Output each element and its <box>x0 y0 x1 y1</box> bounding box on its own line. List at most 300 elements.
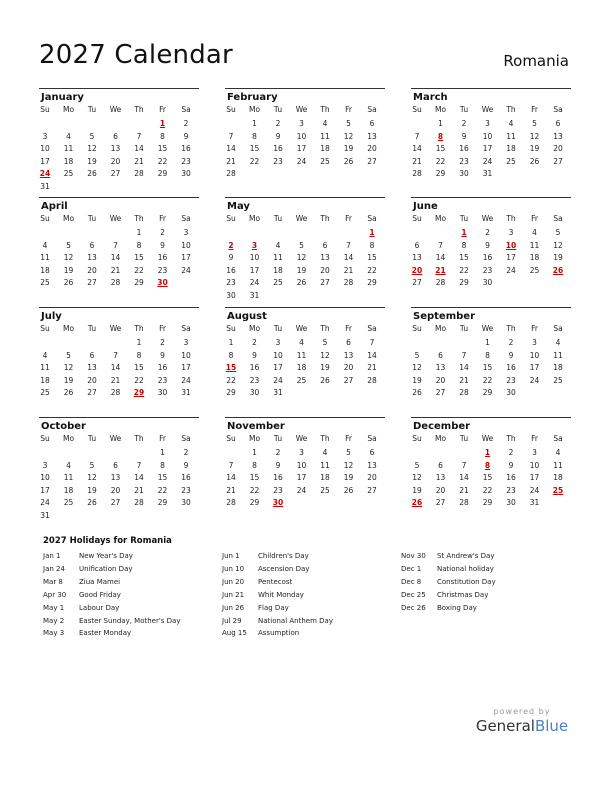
weekday-header: We <box>109 434 122 443</box>
day-cell: 30 <box>482 278 493 287</box>
weekday-header: Mo <box>434 105 447 114</box>
day-cell: 19 <box>553 253 563 262</box>
day-cell: 25 <box>320 485 330 495</box>
weekday-header: Su <box>412 324 422 333</box>
day-cell: 7 <box>438 240 443 250</box>
day-cell: 31 <box>181 388 191 397</box>
day-cell: 1 <box>136 228 142 237</box>
holiday-name: Ascension Day <box>258 564 310 573</box>
day-cell: 22 <box>226 375 236 385</box>
day-cell: 9 <box>508 350 514 360</box>
weekday-header: We <box>295 214 308 223</box>
holiday-date: Jun 10 <box>222 564 245 573</box>
day-cell: 28 <box>226 169 236 178</box>
day-cell: 9 <box>160 240 165 250</box>
weekday-header: We <box>481 434 494 443</box>
day-cell: 13 <box>367 131 377 141</box>
day-cell: 20 <box>435 375 446 385</box>
weekday-header: Su <box>412 434 422 443</box>
day-cell: 14 <box>343 253 354 262</box>
month-name: August <box>227 311 267 322</box>
day-cell: 5 <box>555 228 561 237</box>
weekday-header: Tu <box>459 105 469 114</box>
weekday-header: Fr <box>531 324 538 333</box>
day-cell: 25 <box>506 156 516 166</box>
day-cell: 22 <box>482 485 493 495</box>
day-cell: 21 <box>226 156 236 166</box>
brand-logo[interactable] <box>474 707 570 735</box>
day-cell: 5 <box>299 240 304 250</box>
day-cell: 27 <box>320 278 330 287</box>
holiday-name: Easter Sunday, Mother's Day <box>79 616 181 625</box>
day-cell: 19 <box>412 375 422 385</box>
day-cell: 20 <box>320 265 330 275</box>
day-cell: 27 <box>412 278 422 287</box>
holiday-day-cell: 26 <box>411 498 423 507</box>
weekday-header: Fr <box>531 434 538 443</box>
weekday-header: We <box>481 324 494 333</box>
holiday-name: Ziua Mamei <box>79 577 121 586</box>
day-cell: 8 <box>485 350 490 360</box>
day-cell: 25 <box>63 169 74 178</box>
day-cell: 12 <box>320 350 330 360</box>
day-cell: 18 <box>506 144 516 153</box>
day-cell: 11 <box>296 350 307 360</box>
day-cell: 28 <box>343 278 354 287</box>
day-cell: 13 <box>412 253 422 262</box>
day-cell: 31 <box>482 169 493 178</box>
holiday-day-cell: 15 <box>225 363 237 372</box>
day-cell: 12 <box>343 460 354 470</box>
day-cell: 3 <box>532 448 537 457</box>
day-cell: 11 <box>529 240 540 250</box>
day-cell: 23 <box>506 375 516 385</box>
day-cell: 29 <box>134 278 144 287</box>
day-cell: 21 <box>459 485 469 495</box>
month-divider <box>225 88 385 89</box>
day-cell: 19 <box>320 363 330 372</box>
holiday-day-cell: 30 <box>272 498 284 507</box>
weekday-header: We <box>295 324 308 333</box>
day-cell: 19 <box>343 144 354 153</box>
day-cell: 3 <box>299 119 304 128</box>
holiday-date: Aug 15 <box>222 629 247 638</box>
weekday-header: Sa <box>553 105 563 114</box>
day-cell: 27 <box>435 388 446 397</box>
day-cell: 15 <box>134 363 144 372</box>
day-cell: 5 <box>346 119 351 128</box>
day-cell: 6 <box>89 240 95 250</box>
day-cell: 27 <box>435 498 446 507</box>
weekday-header: Sa <box>181 434 191 443</box>
day-cell: 27 <box>110 169 121 178</box>
day-cell: 20 <box>87 375 97 385</box>
day-cell: 5 <box>66 350 71 360</box>
day-cell: 1 <box>160 448 165 457</box>
day-cell: 30 <box>157 388 168 397</box>
weekday-header: Tu <box>273 434 283 443</box>
day-cell: 10 <box>249 253 260 262</box>
weekday-header: Su <box>226 324 236 333</box>
holiday-day-cell: 8 <box>437 131 444 141</box>
day-cell: 18 <box>40 375 50 385</box>
day-cell: 4 <box>42 350 48 360</box>
day-cell: 25 <box>553 375 563 385</box>
holiday-day-cell: 1 <box>461 228 467 237</box>
day-cell: 18 <box>273 265 283 275</box>
weekday-header: Sa <box>181 105 191 114</box>
day-cell: 6 <box>414 240 420 250</box>
weekday-header: Su <box>40 434 50 443</box>
month-name: December <box>413 421 471 432</box>
day-cell: 27 <box>367 485 377 495</box>
weekday-header: Th <box>134 434 144 443</box>
day-cell: 24 <box>482 156 493 166</box>
day-cell: 22 <box>134 265 144 275</box>
month-divider <box>411 197 571 198</box>
day-cell: 10 <box>181 240 191 250</box>
day-cell: 18 <box>529 253 540 262</box>
day-cell: 11 <box>63 144 74 153</box>
day-cell: 29 <box>435 169 446 178</box>
weekday-header: Sa <box>367 434 377 443</box>
weekday-header: Th <box>506 105 516 114</box>
day-cell: 9 <box>275 131 281 141</box>
day-cell: 15 <box>249 473 260 482</box>
day-cell: 5 <box>414 350 420 360</box>
day-cell: 10 <box>296 460 307 470</box>
day-cell: 17 <box>181 253 191 262</box>
day-cell: 22 <box>367 265 377 275</box>
day-cell: 18 <box>63 485 74 495</box>
day-cell: 14 <box>110 363 121 372</box>
weekday-header: Sa <box>181 214 191 223</box>
weekday-header: Mo <box>248 105 261 114</box>
day-cell: 28 <box>412 169 422 178</box>
day-cell: 13 <box>87 363 97 372</box>
day-cell: 17 <box>40 485 50 495</box>
day-cell: 3 <box>508 228 514 237</box>
day-cell: 16 <box>249 363 260 372</box>
day-cell: 12 <box>343 131 354 141</box>
day-cell: 2 <box>160 338 165 347</box>
day-cell: 30 <box>506 388 516 397</box>
day-cell: 16 <box>181 144 191 153</box>
day-cell: 13 <box>367 460 377 470</box>
day-cell: 23 <box>459 156 469 166</box>
day-cell: 4 <box>66 131 71 141</box>
day-cell: 11 <box>40 363 50 372</box>
holiday-date: May 1 <box>43 603 65 612</box>
month-name: July <box>41 311 62 322</box>
weekday-header: Tu <box>87 324 97 333</box>
day-cell: 26 <box>343 485 354 495</box>
weekday-header: Tu <box>273 105 283 114</box>
holiday-day-cell: 2 <box>228 240 234 250</box>
holiday-date: Nov 30 <box>401 552 426 560</box>
day-cell: 1 <box>136 338 142 347</box>
day-cell: 19 <box>87 485 97 495</box>
day-cell: 16 <box>506 363 516 372</box>
holiday-date: Apr 30 <box>43 590 67 599</box>
holiday-name: Unification Day <box>79 564 133 573</box>
day-cell: 17 <box>529 473 540 482</box>
weekday-header: Fr <box>531 105 538 114</box>
day-cell: 14 <box>459 363 469 372</box>
day-cell: 15 <box>482 363 493 372</box>
day-cell: 24 <box>296 485 307 495</box>
day-cell: 13 <box>343 350 354 360</box>
day-cell: 12 <box>529 131 540 141</box>
day-cell: 21 <box>412 156 422 166</box>
brand-name <box>474 717 570 735</box>
day-cell: 27 <box>367 156 377 166</box>
holiday-date: Dec 26 <box>401 603 426 612</box>
day-cell: 27 <box>110 498 121 507</box>
weekday-header: Mo <box>434 214 447 223</box>
day-cell: 3 <box>485 119 490 128</box>
day-cell: 5 <box>532 119 537 128</box>
day-cell: 8 <box>461 240 467 250</box>
day-cell: 18 <box>296 363 307 372</box>
day-cell: 11 <box>273 253 283 262</box>
day-cell: 15 <box>435 144 446 153</box>
day-cell: 10 <box>273 350 283 360</box>
holiday-date: Jun 26 <box>222 603 245 612</box>
holiday-date: Jul 29 <box>222 616 242 625</box>
day-cell: 12 <box>63 253 74 262</box>
day-cell: 27 <box>87 388 97 397</box>
day-cell: 29 <box>482 388 493 397</box>
day-cell: 4 <box>508 119 514 128</box>
day-cell: 13 <box>110 473 121 482</box>
day-cell: 15 <box>157 144 168 153</box>
month-divider <box>411 88 571 89</box>
weekday-header: We <box>481 105 494 114</box>
weekday-header: Mo <box>434 324 447 333</box>
day-cell: 29 <box>157 169 168 178</box>
day-cell: 14 <box>459 473 469 482</box>
weekday-header: Th <box>134 214 144 223</box>
holiday-date: Jan 1 <box>43 552 61 560</box>
day-cell: 29 <box>482 498 493 507</box>
day-cell: 24 <box>296 156 307 166</box>
day-cell: 20 <box>367 144 377 153</box>
brand-name-blue: Blue <box>534 717 569 735</box>
day-cell: 23 <box>249 375 260 385</box>
day-cell: 24 <box>529 375 540 385</box>
day-cell: 11 <box>506 131 516 141</box>
day-cell: 24 <box>529 485 540 495</box>
day-cell: 6 <box>438 350 443 360</box>
day-cell: 24 <box>181 265 191 275</box>
day-cell: 14 <box>435 253 446 262</box>
day-cell: 19 <box>529 144 540 153</box>
day-cell: 20 <box>110 485 121 495</box>
day-cell: 29 <box>157 498 168 507</box>
day-cell: 22 <box>134 375 144 385</box>
day-cell: 30 <box>226 290 236 300</box>
weekday-header: Mo <box>62 214 75 223</box>
day-cell: 9 <box>508 460 514 470</box>
day-cell: 8 <box>136 350 142 360</box>
day-cell: 15 <box>157 473 168 482</box>
weekday-header: Th <box>506 214 516 223</box>
weekday-header: Fr <box>159 434 166 443</box>
holidays-heading: 2027 Holidays for Romania <box>43 536 172 546</box>
day-cell: 14 <box>226 473 236 482</box>
month-divider <box>39 197 199 198</box>
day-cell: 14 <box>110 253 121 262</box>
day-cell: 19 <box>412 485 422 495</box>
holiday-name: Boxing Day <box>437 603 477 612</box>
day-cell: 24 <box>273 375 283 385</box>
day-cell: 16 <box>482 253 493 262</box>
day-cell: 12 <box>553 240 563 250</box>
day-cell: 23 <box>181 156 191 166</box>
day-cell: 2 <box>275 119 281 128</box>
month-name: September <box>413 311 475 322</box>
day-cell: 7 <box>346 240 351 250</box>
day-cell: 2 <box>508 448 514 457</box>
day-cell: 22 <box>482 375 493 385</box>
day-cell: 19 <box>63 375 74 385</box>
holiday-day-cell: 21 <box>435 265 446 275</box>
day-cell: 18 <box>320 144 330 153</box>
day-cell: 17 <box>40 156 50 166</box>
weekday-header: Mo <box>248 434 261 443</box>
day-cell: 4 <box>532 228 537 237</box>
day-cell: 8 <box>252 460 257 470</box>
day-cell: 8 <box>136 240 142 250</box>
day-cell: 18 <box>40 265 50 275</box>
weekday-header: Tu <box>273 214 283 223</box>
day-cell: 10 <box>40 144 50 153</box>
day-cell: 5 <box>414 460 420 470</box>
weekday-header: Mo <box>434 434 447 443</box>
weekday-header: Tu <box>87 434 97 443</box>
holiday-day-cell: 25 <box>552 485 564 495</box>
weekday-header: Tu <box>87 214 97 223</box>
day-cell: 1 <box>252 119 257 128</box>
day-cell: 8 <box>369 240 375 250</box>
day-cell: 2 <box>252 338 257 347</box>
day-cell: 19 <box>343 473 354 482</box>
holiday-date: Jun 1 <box>222 552 240 560</box>
day-cell: 30 <box>181 498 191 507</box>
day-cell: 28 <box>110 388 121 397</box>
holiday-date: Dec 25 <box>401 590 426 599</box>
weekday-header: Mo <box>62 434 75 443</box>
day-cell: 31 <box>273 388 283 397</box>
day-cell: 4 <box>66 460 71 470</box>
weekday-header: Fr <box>345 434 352 443</box>
day-cell: 13 <box>435 473 446 482</box>
day-cell: 23 <box>226 278 236 287</box>
day-cell: 1 <box>228 338 234 347</box>
day-cell: 4 <box>555 448 561 457</box>
day-cell: 23 <box>482 265 493 275</box>
weekday-header: Fr <box>159 105 166 114</box>
day-cell: 12 <box>412 363 422 372</box>
day-cell: 8 <box>228 350 234 360</box>
day-cell: 16 <box>157 363 168 372</box>
day-cell: 7 <box>228 460 234 470</box>
day-cell: 27 <box>87 278 97 287</box>
day-cell: 4 <box>322 119 328 128</box>
day-cell: 3 <box>42 131 48 141</box>
day-cell: 16 <box>181 473 191 482</box>
day-cell: 6 <box>89 350 95 360</box>
holiday-date: Jan 24 <box>43 564 65 573</box>
day-cell: 21 <box>343 265 354 275</box>
day-cell: 3 <box>532 338 537 347</box>
day-cell: 12 <box>412 473 422 482</box>
holiday-day-cell: 26 <box>552 265 564 275</box>
weekday-header: We <box>109 214 122 223</box>
day-cell: 4 <box>299 338 304 347</box>
weekday-header: Sa <box>553 214 563 223</box>
day-cell: 2 <box>183 448 189 457</box>
day-cell: 28 <box>226 498 236 507</box>
day-cell: 26 <box>412 388 422 397</box>
day-cell: 20 <box>87 265 97 275</box>
day-cell: 18 <box>553 363 563 372</box>
day-cell: 7 <box>414 131 420 141</box>
day-cell: 10 <box>181 350 191 360</box>
day-cell: 26 <box>296 278 307 287</box>
day-cell: 2 <box>485 228 490 237</box>
day-cell: 14 <box>367 350 377 360</box>
day-cell: 26 <box>87 169 97 178</box>
day-cell: 14 <box>134 144 144 153</box>
holiday-name: National holiday <box>437 564 494 573</box>
day-cell: 9 <box>183 460 189 470</box>
day-cell: 22 <box>435 156 446 166</box>
day-cell: 1 <box>438 119 443 128</box>
weekday-header: Tu <box>459 214 469 223</box>
day-cell: 19 <box>296 265 307 275</box>
day-cell: 3 <box>299 448 304 457</box>
holiday-name: Easter Monday <box>79 629 132 638</box>
day-cell: 7 <box>228 131 234 141</box>
weekday-header: Fr <box>345 324 352 333</box>
day-cell: 7 <box>461 350 467 360</box>
day-cell: 14 <box>134 473 144 482</box>
holiday-name: Flag Day <box>258 603 289 612</box>
day-cell: 23 <box>181 485 191 495</box>
day-cell: 31 <box>40 510 50 520</box>
weekday-header: Mo <box>62 324 75 333</box>
holiday-date: Mar 8 <box>43 577 63 586</box>
day-cell: 4 <box>275 240 281 250</box>
day-cell: 29 <box>226 388 236 397</box>
day-cell: 6 <box>369 448 375 457</box>
day-cell: 31 <box>249 290 260 300</box>
day-cell: 6 <box>113 460 118 470</box>
day-cell: 5 <box>89 131 95 141</box>
day-cell: 28 <box>134 498 144 507</box>
day-cell: 31 <box>529 498 540 507</box>
day-cell: 16 <box>459 144 469 153</box>
day-cell: 3 <box>275 338 281 347</box>
day-cell: 13 <box>435 363 446 372</box>
day-cell: 17 <box>273 363 283 372</box>
holiday-day-cell: 1 <box>369 228 375 237</box>
day-cell: 17 <box>529 363 540 372</box>
day-cell: 15 <box>249 144 260 153</box>
weekday-header: Mo <box>248 324 261 333</box>
